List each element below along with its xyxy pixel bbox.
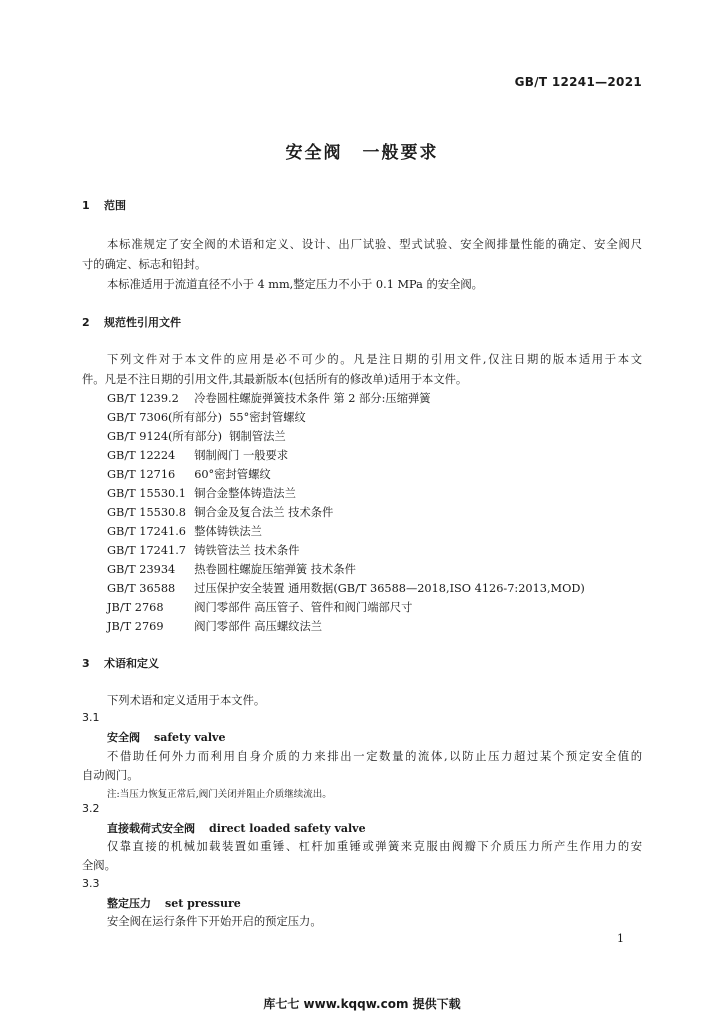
reference-title: 整体铸铁法兰: [194, 525, 262, 538]
term-note: 注:当压力恢复正常后,阀门关闭并阻止介质继续流出。: [107, 789, 332, 800]
reference-code: GB/T 7306(所有部分): [107, 411, 223, 424]
reference-code: GB/T 23934: [107, 563, 176, 576]
section-title: 范围: [104, 199, 126, 212]
reference-item: [107, 390, 431, 406]
reference-title: 55°密封管螺纹: [229, 411, 306, 424]
paragraph-line: 本标准规定了安全阀的术语和定义、设计、出厂试验、型式试验、安全阀排量性能的确定、安全阀尺: [107, 238, 642, 251]
reference-title: 冷卷圆柱螺旋弹簧技术条件 第 2 部分:压缩弹簧: [194, 392, 431, 405]
term-number: 3.1: [82, 711, 100, 724]
term-heading: [107, 895, 241, 911]
reference-item: [107, 542, 299, 558]
definition-line: 不借助任何外力而利用自身介质的力来排出一定数量的流体,以防止压力超过某个预定安全值的: [107, 750, 642, 763]
reference-item: [107, 428, 286, 444]
reference-title: 60°密封管螺纹: [194, 468, 271, 481]
reference-title: 铸铁管法兰 技术条件: [194, 544, 300, 557]
paragraph-line: 件。凡是不注日期的引用文件,其最新版本(包括所有的修改单)适用于本文件。: [82, 373, 468, 386]
reference-item: [107, 523, 262, 539]
reference-code: GB/T 15530.8: [107, 506, 186, 519]
paragraph-line: 本标准适用于流道直径不小于 4 mm,整定压力不小于 0.1 MPa 的安全阀。: [107, 278, 483, 291]
term-number: 3.3: [82, 877, 100, 890]
section-number: 2: [82, 316, 90, 329]
document-code: GB/T 12241—2021: [514, 75, 642, 89]
reference-code: GB/T 36588: [107, 582, 176, 595]
reference-title: 阀门零部件 高压管子、管件和阀门端部尺寸: [194, 601, 413, 614]
paragraph-line: 下列术语和定义适用于本文件。: [107, 694, 266, 707]
reference-title: 铜合金及复合法兰 技术条件: [194, 506, 334, 519]
reference-code: GB/T 17241.6: [107, 525, 186, 538]
reference-code: GB/T 17241.7: [107, 544, 186, 557]
section-number: 3: [82, 657, 90, 670]
reference-title: 铜合金整体铸造法兰: [194, 487, 296, 500]
reference-item: [107, 447, 288, 463]
reference-title: 阀门零部件 高压螺纹法兰: [194, 620, 323, 633]
term-heading: [107, 820, 366, 836]
section-title: 术语和定义: [104, 657, 159, 670]
reference-item: [107, 504, 333, 520]
term-cn: 整定压力: [107, 897, 151, 910]
definition-line: 全阀。: [82, 859, 116, 872]
definition-line: 仅靠直接的机械加载装置如重锤、杠杆加重锤或弹簧来克服由阀瓣下介质压力所产生作用力的安: [107, 840, 642, 853]
download-footer: 库七七 www.kqqw.com 提供下载: [263, 997, 461, 1011]
reference-item: [107, 409, 306, 425]
reference-item: [107, 485, 296, 501]
reference-code: GB/T 15530.1: [107, 487, 186, 500]
reference-item: [107, 599, 412, 615]
reference-title: 钢制阀门 一般要求: [194, 449, 289, 462]
section-title: 规范性引用文件: [104, 316, 181, 329]
reference-item: [107, 561, 356, 577]
reference-item: [107, 618, 322, 634]
paragraph-line: 寸的确定、标志和铅封。: [82, 258, 207, 271]
reference-code: JB/T 2768: [107, 601, 164, 614]
definition-line: 自动阀门。: [82, 769, 139, 782]
term-heading: [107, 729, 225, 745]
term-en: set pressure: [165, 897, 241, 910]
section-heading-terms: [82, 655, 159, 671]
term-en: direct loaded safety valve: [209, 822, 366, 835]
page-number: 1: [617, 932, 624, 945]
section-heading-normative-references: [82, 314, 181, 330]
reference-title: 过压保护安全装置 通用数据(GB/T 36588—2018,ISO 4126-7:2013,MOD): [194, 582, 585, 595]
reference-code: GB/T 12224: [107, 449, 176, 462]
reference-item: [107, 466, 271, 482]
section-heading-scope: [82, 197, 126, 213]
reference-title: 热卷圆柱螺旋压缩弹簧 技术条件: [194, 563, 356, 576]
term-cn: 直接载荷式安全阀: [107, 822, 195, 835]
reference-code: GB/T 9124(所有部分): [107, 430, 223, 443]
reference-code: GB/T 1239.2: [107, 392, 179, 405]
term-en: safety valve: [154, 731, 226, 744]
term-cn: 安全阀: [107, 731, 140, 744]
reference-code: JB/T 2769: [107, 620, 164, 633]
definition-line: 安全阀在运行条件下开始开启的预定压力。: [107, 915, 322, 928]
paragraph-line: 下列文件对于本文件的应用是必不可少的。凡是注日期的引用文件,仅注日期的版本适用于本文: [107, 353, 642, 366]
reference-title: 钢制管法兰: [229, 430, 286, 443]
reference-item: [107, 580, 585, 596]
term-number: 3.2: [82, 802, 100, 815]
reference-code: GB/T 12716: [107, 468, 176, 481]
section-number: 1: [82, 199, 90, 212]
document-title: 安全阀 一般要求: [285, 143, 439, 163]
